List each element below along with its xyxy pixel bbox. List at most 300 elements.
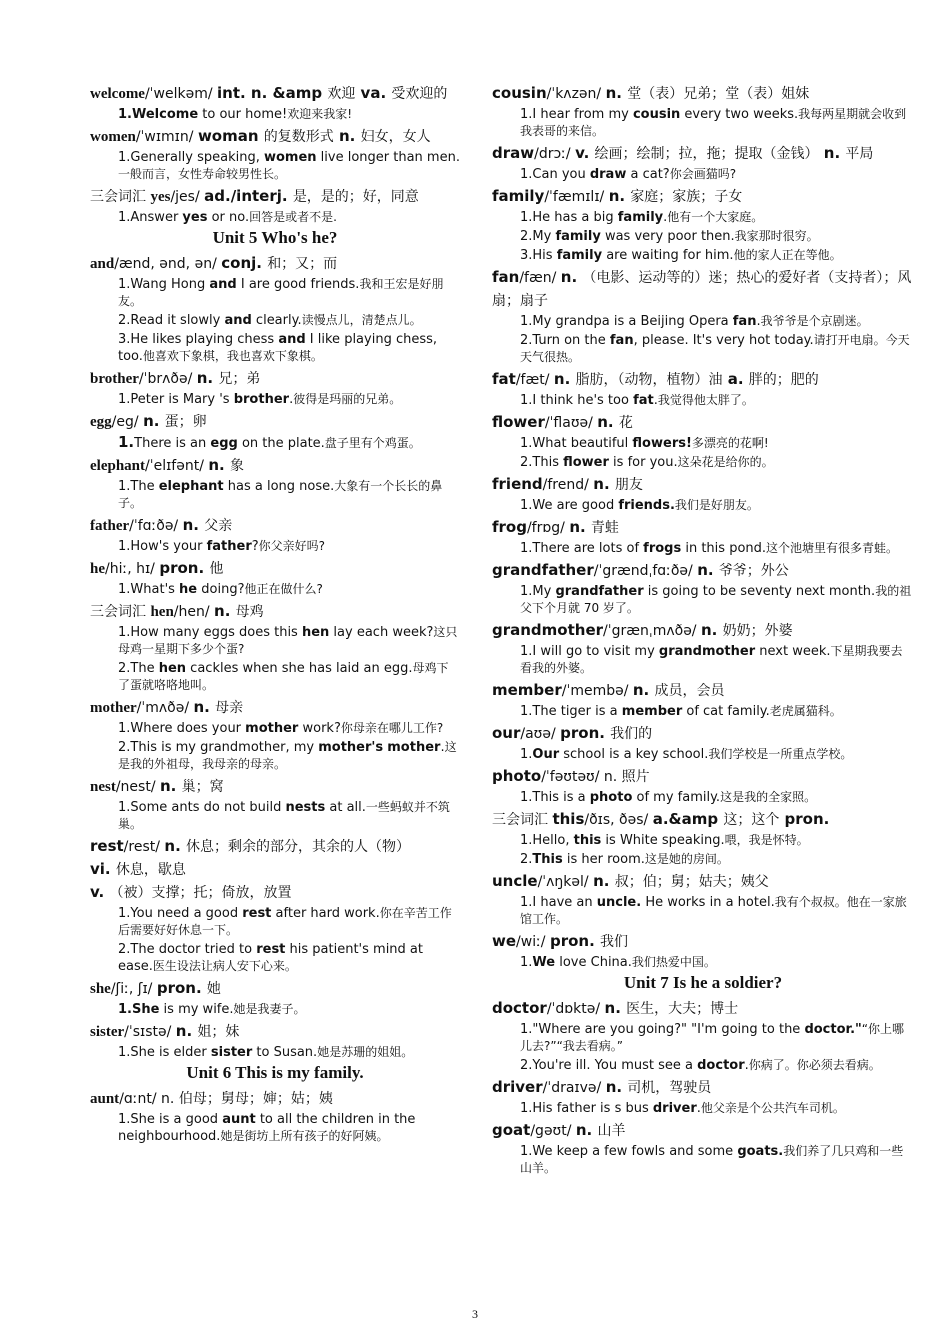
example-translation: 她是街坊上所有孩子的好阿姨。 [220,1129,389,1143]
entry-headline [492,411,914,434]
example-number: 1. [520,955,533,970]
keyword-highlight: women [263,150,317,165]
phonetic: /ˈbrʌðə/ [138,371,197,387]
example-sentence [90,391,460,408]
example-number: 1. [118,1002,132,1017]
phonetic: /ʃiː, ʃɪ/ [110,981,157,997]
example-text: I like playing chess, too. [118,332,438,364]
example-number: 1. [118,1045,131,1060]
example-text: in this pond. [681,541,767,556]
vocab-tier-tag: 三会词汇 [90,189,151,205]
example-text: to our home! [198,107,288,122]
keyword-highlight: grandmother [658,644,756,659]
definition: 的复数形式 [263,129,334,145]
phonetic: /jes/ [170,189,205,205]
example-text: . [696,1101,701,1116]
example-text: My [532,584,556,599]
definition: 爷爷；外公 [718,563,789,579]
example-text: I hear from my [532,107,633,122]
part-of-speech: n. [560,268,583,286]
example-text: He has a big [532,210,618,225]
entry-headline [492,930,914,953]
entry-headline [492,142,914,165]
example-translation: 彼得是玛丽的兄弟。 [293,392,402,406]
left-column [90,80,460,1147]
example-sentence [492,166,914,183]
definition: 胖的；肥的 [748,372,819,388]
example-sentence [492,247,914,264]
example-text: was very poor then. [600,229,735,244]
example-sentence [90,434,460,452]
example-number: 1. [520,833,533,848]
example-number: 2. [520,852,533,867]
example-text: after hard work. [271,906,380,921]
vocab-entry [492,870,914,928]
headword: goat [492,1121,531,1139]
example-sentence [492,435,914,452]
example-sentence [492,106,914,140]
example-number: 1. [520,584,533,599]
part-of-speech: n. [605,1078,628,1096]
example-sentence [492,894,914,928]
definition: 叔；伯；舅；姑夫；姨父 [614,874,769,890]
definition: 和；又；而 [267,256,338,272]
example-number: 1. [520,498,533,513]
keyword-highlight: photo [589,790,633,805]
example-translation: 一些蚂蚁并不筑巢。 [118,800,450,831]
vocab-entry [90,252,460,365]
part-of-speech: pron. [560,724,611,742]
definition: 她 [206,981,221,997]
keyword-highlight: friends. [618,498,675,513]
phonetic: /fæn/ [519,270,561,286]
example-number: 1. [118,433,135,451]
headword: we [492,932,517,950]
phonetic: /ˈmʌðə/ [136,700,194,716]
example-translation: 你父亲好吗? [258,539,326,553]
keyword-highlight: elephant [158,479,224,494]
example-text: I are good friends. [236,277,360,292]
part-of-speech: pron. [779,810,830,828]
entry-headline [492,679,914,702]
keyword-highlight: fat [633,393,654,408]
example-translation: 这是她的房间。 [644,852,729,866]
example-translation: 母鸡下了蛋就咯咯地叫。 [118,661,449,692]
example-number: 2. [520,455,533,470]
entry-headline [492,765,914,788]
example-text: Where does your [130,721,246,736]
headword: welcome [90,86,145,102]
example-translation: 你母亲在哪儿工作? [340,721,444,735]
keyword-highlight: draw [589,167,627,182]
phonetic: /ænd, ənd, ən/ [114,256,222,272]
vocab-entry [492,1076,914,1117]
part-of-speech: n. [161,1091,179,1107]
example-text: work? [298,721,341,736]
phonetic: /hiː, hɪ/ [105,561,160,577]
phonetic: /ˈgrændˌfɑːðə/ [593,563,698,579]
headword: egg [90,414,112,430]
example-translation: 请打开电扇。今天天气很热。 [520,333,910,364]
entry-headline [90,775,460,798]
headword: aunt [90,1091,120,1107]
example-text: Peter is Mary 's [130,392,234,407]
example-text: I think he's too [532,393,634,408]
part-of-speech: ad./interj. [204,187,293,205]
vocab-entry [90,514,460,555]
example-translation: 我爷爷是个京剧迷。 [760,314,869,328]
phonetic: /ˈelɪfənt/ [145,458,209,474]
unit-heading: Unit 5 Who's he? [212,228,338,247]
definition: 朋友 [614,477,643,493]
example-text: The tiger is a [532,704,622,719]
part-of-speech: n. [196,369,219,387]
example-text: clearly. [251,313,302,328]
part-of-speech: n. [175,1022,198,1040]
entry-headline [90,514,460,537]
part-of-speech: conj. [221,254,268,272]
example-text: next week. [755,644,831,659]
headword: elephant [90,458,146,474]
example-number: 1. [520,314,533,329]
keyword-highlight: and [209,277,237,292]
example-text: of my family. [632,790,721,805]
example-text: is her room. [562,852,645,867]
example-translation: 这朵花是给你的。 [677,455,774,469]
part-of-speech: n. [569,518,591,536]
example-number: 1. [520,541,533,556]
example-number: 1. [520,167,533,182]
keyword-highlight: doctor [697,1058,745,1073]
vocab-entry [90,557,460,598]
part-of-speech: n. [593,872,615,890]
vocab-entry [90,454,460,512]
phonetic: /nest/ [115,779,160,795]
example-translation: 我觉得他太胖了。 [657,393,754,407]
example-sentence [492,1021,914,1055]
keyword-highlight: family [555,229,601,244]
headword: flower [492,413,545,431]
right-column [492,80,914,1179]
example-number: 1. [118,210,131,225]
definition: 花 [618,415,633,431]
definition: 蛋；卵 [164,414,207,430]
entry-headline [492,722,914,745]
definition: 休息；剩余的部分，其余的人（物） [186,839,411,855]
example-text: . [663,210,668,225]
definition: 妇女，女人 [360,129,431,145]
vocab-entry [492,185,914,264]
example-sentence [492,851,914,868]
part-of-speech: n. [182,516,205,534]
headword: family [492,187,545,205]
example-number: 1. [118,721,131,736]
example-text: She is elder [130,1045,211,1060]
example-number: 2. [118,740,131,755]
example-sentence [90,799,460,833]
example-text: There are lots of [532,541,644,556]
headword: frog [492,518,527,536]
entry-headline [90,454,460,477]
example-text: his patient's mind at ease. [118,942,423,974]
example-translation: 我每两星期就会收到我表哥的来信。 [520,107,907,138]
headword: fat [492,370,516,388]
example-text: You need a good [130,906,243,921]
example-number: 1. [520,393,533,408]
example-translation: 下星期我要去看我的外婆。 [520,644,903,675]
headword: nest [90,779,116,795]
headword: yes [150,189,171,205]
part-of-speech: n. [605,84,628,102]
example-number: 3. [520,248,533,263]
vocab-entry [492,722,914,763]
entry-headline [492,1076,914,1099]
part-of-speech: n. [333,127,361,145]
part-of-speech: va. [355,84,392,102]
part-of-speech: n. [700,621,723,639]
keyword-highlight: Welcome [131,107,199,122]
example-number: 1. [118,906,131,921]
example-number: 1. [520,210,533,225]
example-text: His [532,248,557,263]
example-text: This [532,455,564,470]
example-translation: 大象有一个长长的鼻子。 [118,479,443,510]
part-of-speech: n. [604,999,627,1017]
example-sentence [90,312,460,329]
example-sentence [492,746,914,763]
example-text: or no. [207,210,250,225]
example-text: What beautiful [532,436,633,451]
part-of-speech: n. [593,475,615,493]
example-text: You're ill. You must see a [532,1058,698,1073]
example-sentence [90,478,460,512]
example-translation: 你会画猫吗? [669,167,737,181]
part-of-speech: n. [164,837,187,855]
headword: mother [90,700,137,716]
example-number: 1. [520,1101,533,1116]
vocab-tier-tag: 三会词汇 [492,812,553,828]
example-text: We are good [532,498,619,513]
headword: driver [492,1078,543,1096]
definition: 母亲 [215,700,244,716]
keyword-highlight: sister [210,1045,253,1060]
example-text: How's your [130,539,207,554]
phonetic: /ˈdraɪvə/ [542,1080,606,1096]
example-text: This is my grandmother, my [130,740,319,755]
vocab-entry [90,367,460,408]
example-text: The [130,479,159,494]
example-text: is White speaking. [601,833,725,848]
definition: 司机，驾驶员 [627,1080,712,1096]
definition: （电影、运动等的）迷；热心的爱好者（支持者）；风扇；扇子 [492,270,912,309]
example-sentence [492,497,914,514]
part-of-speech: n. [597,413,619,431]
vocab-entry [90,82,460,123]
part-of-speech: n. [632,681,655,699]
example-text: Generally speaking, [130,150,264,165]
part-of-speech: vi. [90,860,116,878]
headword: father [90,518,130,534]
example-text: . [653,393,658,408]
example-text: How many eggs does this [130,625,302,640]
phonetic: /ˈwelkəm/ [144,86,218,102]
keyword-highlight: family [556,248,603,263]
example-text: are waiting for him. [602,248,734,263]
definition: 绘画；绘制；拉，拖；提取（金钱） [594,146,819,162]
headword: she [90,981,111,997]
vocab-entry [492,559,914,617]
example-text: I have an [532,895,597,910]
definition: 照片 [621,769,650,785]
phonetic: /ˈfɑːðə/ [129,518,183,534]
phonetic: /drɔː/ [534,146,576,162]
part-of-speech: pron. [549,932,601,950]
example-number: 1. [118,625,131,640]
example-sentence [90,149,460,183]
headword: he [90,561,105,577]
phonetic: /ˈkʌzən/ [546,86,606,102]
phonetic: /ɑːnt/ [119,1091,162,1107]
example-sentence [90,739,460,773]
example-translation: 一般而言，女性寿命较男性长。 [118,167,287,181]
example-translation: 我有个叔叔。他在一家旅馆工作。 [520,895,907,926]
example-number: 1. [520,1144,533,1159]
example-sentence [492,209,914,226]
unit-heading: Unit 7 Is he a soldier? [623,973,783,992]
entry-headline [492,266,914,312]
part-of-speech: n. [553,370,576,388]
example-text: The doctor tried to [130,942,257,957]
part-of-speech: v. [90,883,110,901]
example-text: This is a [532,790,590,805]
vocab-entry [492,142,914,183]
vocab-entry [492,266,914,366]
example-number: 1. [520,644,533,659]
example-sentence [492,1057,914,1074]
keyword-highlight: nests [285,800,326,815]
example-sentence [90,538,460,555]
example-text: ? [251,539,259,554]
example-number: 2. [520,229,533,244]
phonetic: /ˈfəʊtəʊ/ [541,769,604,785]
keyword-highlight: brother [233,392,290,407]
example-text: Some ants do not build [130,800,286,815]
part-of-speech: n. [603,769,622,785]
phonetic: /ˈflaʊə/ [544,415,598,431]
example-sentence [492,332,914,366]
keyword-highlight: goats. [737,1144,784,1159]
headword: grandfather [492,561,594,579]
example-translation: 这是我的外祖母，我母亲的母亲。 [118,740,457,771]
unit-heading: Unit 6 This is my family. [186,1063,364,1082]
entry-headline [90,1020,460,1043]
definition: 兄；弟 [218,371,261,387]
headword: this [552,810,585,828]
keyword-highlight: uncle. [596,895,642,910]
entry-headline [90,125,460,148]
example-translation: 他喜欢下象棋，我也喜欢下象棋。 [142,349,323,363]
part-of-speech: n. [608,187,631,205]
example-text: Can you [532,167,590,182]
keyword-highlight: he [179,582,198,597]
example-translation: 这个池塘里有很多青蛙。 [766,541,899,555]
example-sentence [492,540,914,557]
entry-headline [492,82,914,105]
vocab-entry [492,1119,914,1177]
definition: 象 [229,458,244,474]
phonetic: /hen/ [173,604,215,620]
example-text: He likes playing chess [130,332,279,347]
entry-headline [90,557,460,580]
example-sentence [90,624,460,658]
vocab-entry [90,600,460,694]
headword: friend [492,475,543,493]
entry-headline [492,997,914,1020]
example-text: on the plate. [237,436,325,451]
example-text: every two weeks. [680,107,799,122]
definition: 休息，歇息 [115,862,186,878]
keyword-highlight: member [621,704,683,719]
example-translation: 老虎属猫科。 [769,704,842,718]
entry-headline [492,619,914,642]
example-text: Hello, [532,833,574,848]
part-of-speech: pron. [159,559,210,577]
example-text: Read it slowly [130,313,225,328]
example-number: 2. [118,942,131,957]
example-text: has a long nose. [223,479,335,494]
headword: rest [90,837,124,855]
keyword-highlight: this [573,833,602,848]
keyword-highlight: cousin [632,107,681,122]
keyword-highlight: hen [158,661,187,676]
example-sentence [492,1143,914,1177]
example-number: 1. [520,747,533,762]
part-of-speech: n. [697,561,719,579]
example-translation: 你在辛苦工作后需要好好休息一下。 [118,906,452,937]
example-number: 1. [520,436,533,451]
phonetic: /ˈmembə/ [561,683,633,699]
example-translation: 这是我的全家照。 [720,790,817,804]
definition: 他 [209,561,224,577]
example-text: There is an [134,436,211,451]
part-of-speech: n. [143,412,165,430]
vocab-entry [492,997,914,1074]
example-number: 1. [118,800,131,815]
phonetic: /ðɪs, ðəs/ [584,812,653,828]
example-text: What's [130,582,180,597]
keyword-highlight: doctor." [804,1022,862,1037]
vocab-tier-tag: 三会词汇 [90,604,151,620]
keyword-highlight: mother [387,740,441,755]
entry-headline [90,82,460,105]
example-sentence [90,1001,460,1018]
part-of-speech: woman [197,127,264,145]
example-sentence [90,905,460,939]
example-number: 1. [118,582,131,597]
definition: 成员，会员 [654,683,725,699]
example-translation: 他有一个大家庭。 [667,210,764,224]
example-translation: 我们学校是一所重点学校。 [708,747,853,761]
part-of-speech: n. [208,456,230,474]
definition: 山羊 [597,1123,626,1139]
headword: photo [492,767,542,785]
example-translation: 他正在做什么? [244,582,323,596]
entry-headline [90,1087,460,1110]
entry-headline [90,367,460,390]
part-of-speech: n. [575,1121,598,1139]
example-sentence [492,954,914,971]
example-sentence [492,228,914,245]
